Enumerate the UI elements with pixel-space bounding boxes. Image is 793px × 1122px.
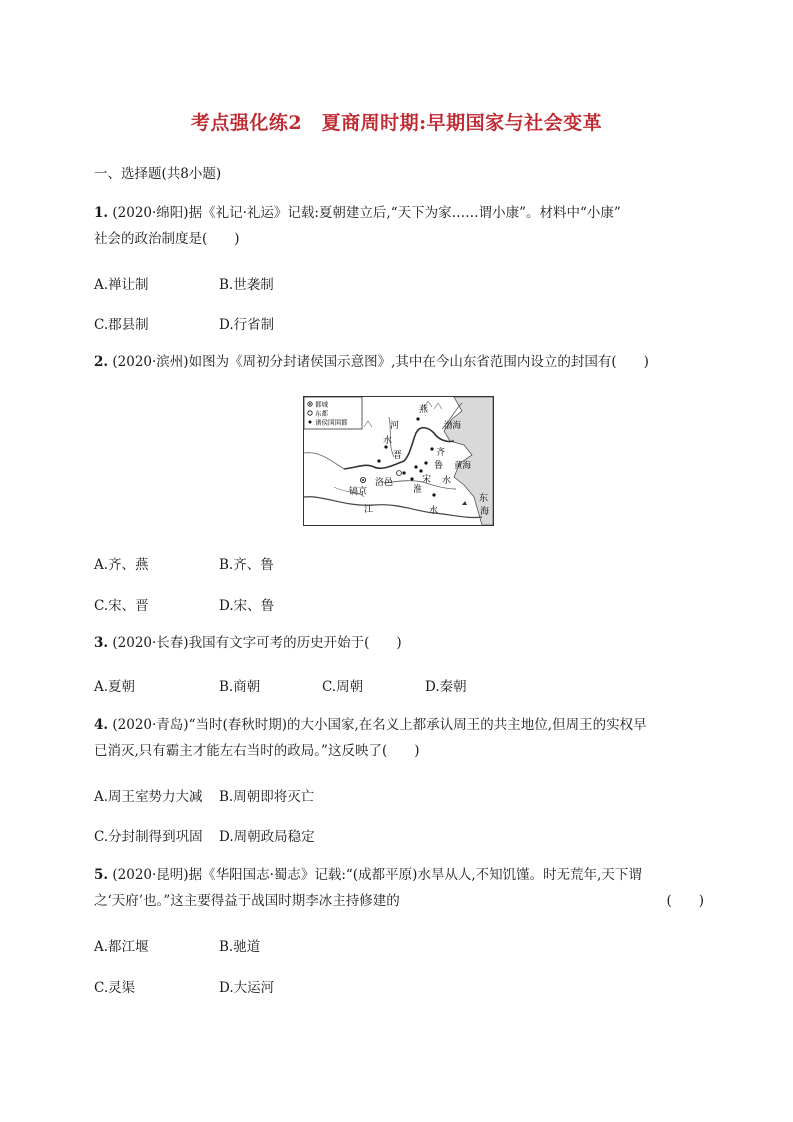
question-1-options-row-1 xyxy=(94,273,394,293)
song-dot xyxy=(419,469,422,472)
question-number: 5. xyxy=(94,867,109,883)
luoyi-symbol xyxy=(397,471,402,476)
question-1-line-1 xyxy=(94,200,704,226)
option-c: C.分封制得到巩固 xyxy=(94,829,203,845)
question-text: (2020·长春)我国有文字可考的历史开始于( ) xyxy=(108,635,402,651)
option-c: C.周朝 xyxy=(322,679,364,695)
label-hai: 海 xyxy=(480,507,490,517)
option-a: A.都江堰 xyxy=(94,939,149,955)
legend-eastern-capital-label: 东都 xyxy=(315,409,328,418)
yan-dot xyxy=(416,417,419,420)
question-number: 2. xyxy=(94,354,109,370)
label-dong: 东 xyxy=(479,494,489,504)
page-title: 考点强化练2 夏商周时期:早期国家与社会变革 xyxy=(190,112,603,134)
question-number: 3. xyxy=(94,635,109,651)
question-text: (2020·昆明)据《华阳国志·蜀志》记载:“(成都平原)水旱从人,不知饥馑。时无荒年,天下谓 xyxy=(108,867,642,883)
option-b: B.驰道 xyxy=(219,939,261,955)
river-west xyxy=(304,453,344,469)
option-c: C.郡县制 xyxy=(94,317,149,333)
question-text: (2020·绵阳)据《礼记·礼运》记载:夏朝建立后,“天下为家……谓小康”。材料中“小康” xyxy=(108,205,621,221)
label-jiang: 江 xyxy=(364,505,374,515)
question-5-options-row-1 xyxy=(94,935,394,955)
option-a: A.禅让制 xyxy=(94,277,149,293)
legend-capital-label: 都城 xyxy=(315,400,328,409)
question-2 xyxy=(94,349,704,375)
question-1 xyxy=(94,200,704,252)
label-yan: 燕 xyxy=(419,405,429,415)
question-number: 4. xyxy=(94,717,109,733)
option-d: D.秦朝 xyxy=(425,679,467,695)
question-4-options-row-1 xyxy=(94,785,394,805)
zhou-fengjian-map xyxy=(303,396,494,526)
label-he: 河 xyxy=(390,421,400,431)
lu-dot xyxy=(424,461,427,464)
question-4-line-1 xyxy=(94,712,704,738)
option-b: B.齐、鲁 xyxy=(219,557,274,573)
option-b: B.周朝即将灭亡 xyxy=(219,789,315,805)
dot xyxy=(432,493,435,496)
label-jin: 晋 xyxy=(393,451,403,461)
label-huanghai: 黄海 xyxy=(454,461,472,471)
map-mark xyxy=(462,501,467,505)
question-2-options-row-2 xyxy=(94,594,394,614)
question-5-options-row-2 xyxy=(94,976,394,996)
label-shui-1: 水 xyxy=(383,436,393,446)
question-5-line-2 xyxy=(94,888,704,914)
dot xyxy=(410,477,413,480)
question-1-options-row-2 xyxy=(94,313,394,333)
question-1-line-2: 社会的政治制度是( ) xyxy=(94,231,240,247)
option-d: D.行省制 xyxy=(219,317,275,333)
label-song: 宋 xyxy=(422,475,432,485)
option-a: A.齐、燕 xyxy=(94,557,149,573)
question-4-options-row-2 xyxy=(94,825,394,845)
dot xyxy=(414,465,417,468)
label-lu: 鲁 xyxy=(434,461,444,471)
eastern-capital-symbol xyxy=(308,411,312,415)
label-luoyi: 洛邑 xyxy=(375,478,394,488)
option-c: C.灵渠 xyxy=(94,980,136,996)
question-4-line-2: 已消灭,只有霸主才能左右当时的政局。”这反映了( ) xyxy=(94,743,420,759)
option-d: D.宋、鲁 xyxy=(219,598,275,614)
option-d: D.周朝政局稳定 xyxy=(219,829,315,845)
question-number: 1. xyxy=(94,205,109,221)
label-huai: 淮 xyxy=(413,485,423,495)
option-b: B.世袭制 xyxy=(219,277,274,293)
answer-blank: ( ) xyxy=(666,893,704,909)
section-heading: 一、选择题(共8小题) xyxy=(94,166,222,182)
legend-vassal-capital-label: 诸侯国国都 xyxy=(315,418,348,427)
dot xyxy=(377,459,380,462)
map-figure xyxy=(304,397,493,525)
haojing-symbol-dot xyxy=(362,479,364,481)
vassal-capital-symbol xyxy=(309,421,312,424)
question-2-options-row-1 xyxy=(94,553,394,573)
option-d: D.大运河 xyxy=(219,980,275,996)
option-a: A.周王室势力大减 xyxy=(94,789,203,805)
question-4 xyxy=(94,712,704,764)
question-text: (2020·青岛)“当时(春秋时期)的大小国家,在名义上都承认周王的共主地位,但周王的实权早 xyxy=(108,717,647,733)
question-3-options xyxy=(94,675,594,695)
yangtze-river xyxy=(304,497,482,518)
label-shui-2: 水 xyxy=(442,476,452,486)
capital-symbol-dot xyxy=(309,403,311,405)
question-5 xyxy=(94,862,704,914)
option-c: C.宋、晋 xyxy=(94,598,149,614)
option-b: B.商朝 xyxy=(219,679,261,695)
question-3 xyxy=(94,630,704,656)
label-bohai: 渤海 xyxy=(444,421,462,431)
label-haojing: 镐京 xyxy=(349,487,368,497)
question-5-line-1 xyxy=(94,862,704,888)
question-text: (2020·滨州)如图为《周初分封诸侯国示意图》,其中在今山东省范围内设立的封国有( ) xyxy=(108,354,649,370)
option-a: A.夏朝 xyxy=(94,679,136,695)
qi-dot xyxy=(430,447,433,450)
label-qi: 齐 xyxy=(436,448,446,458)
question-text-cont: 之‘天府’也。”这主要得益于战国时期李冰主持修建的 xyxy=(94,893,400,909)
mountain-marks xyxy=(364,401,442,427)
dot xyxy=(402,471,405,474)
label-shui-3: 水 xyxy=(429,506,439,516)
